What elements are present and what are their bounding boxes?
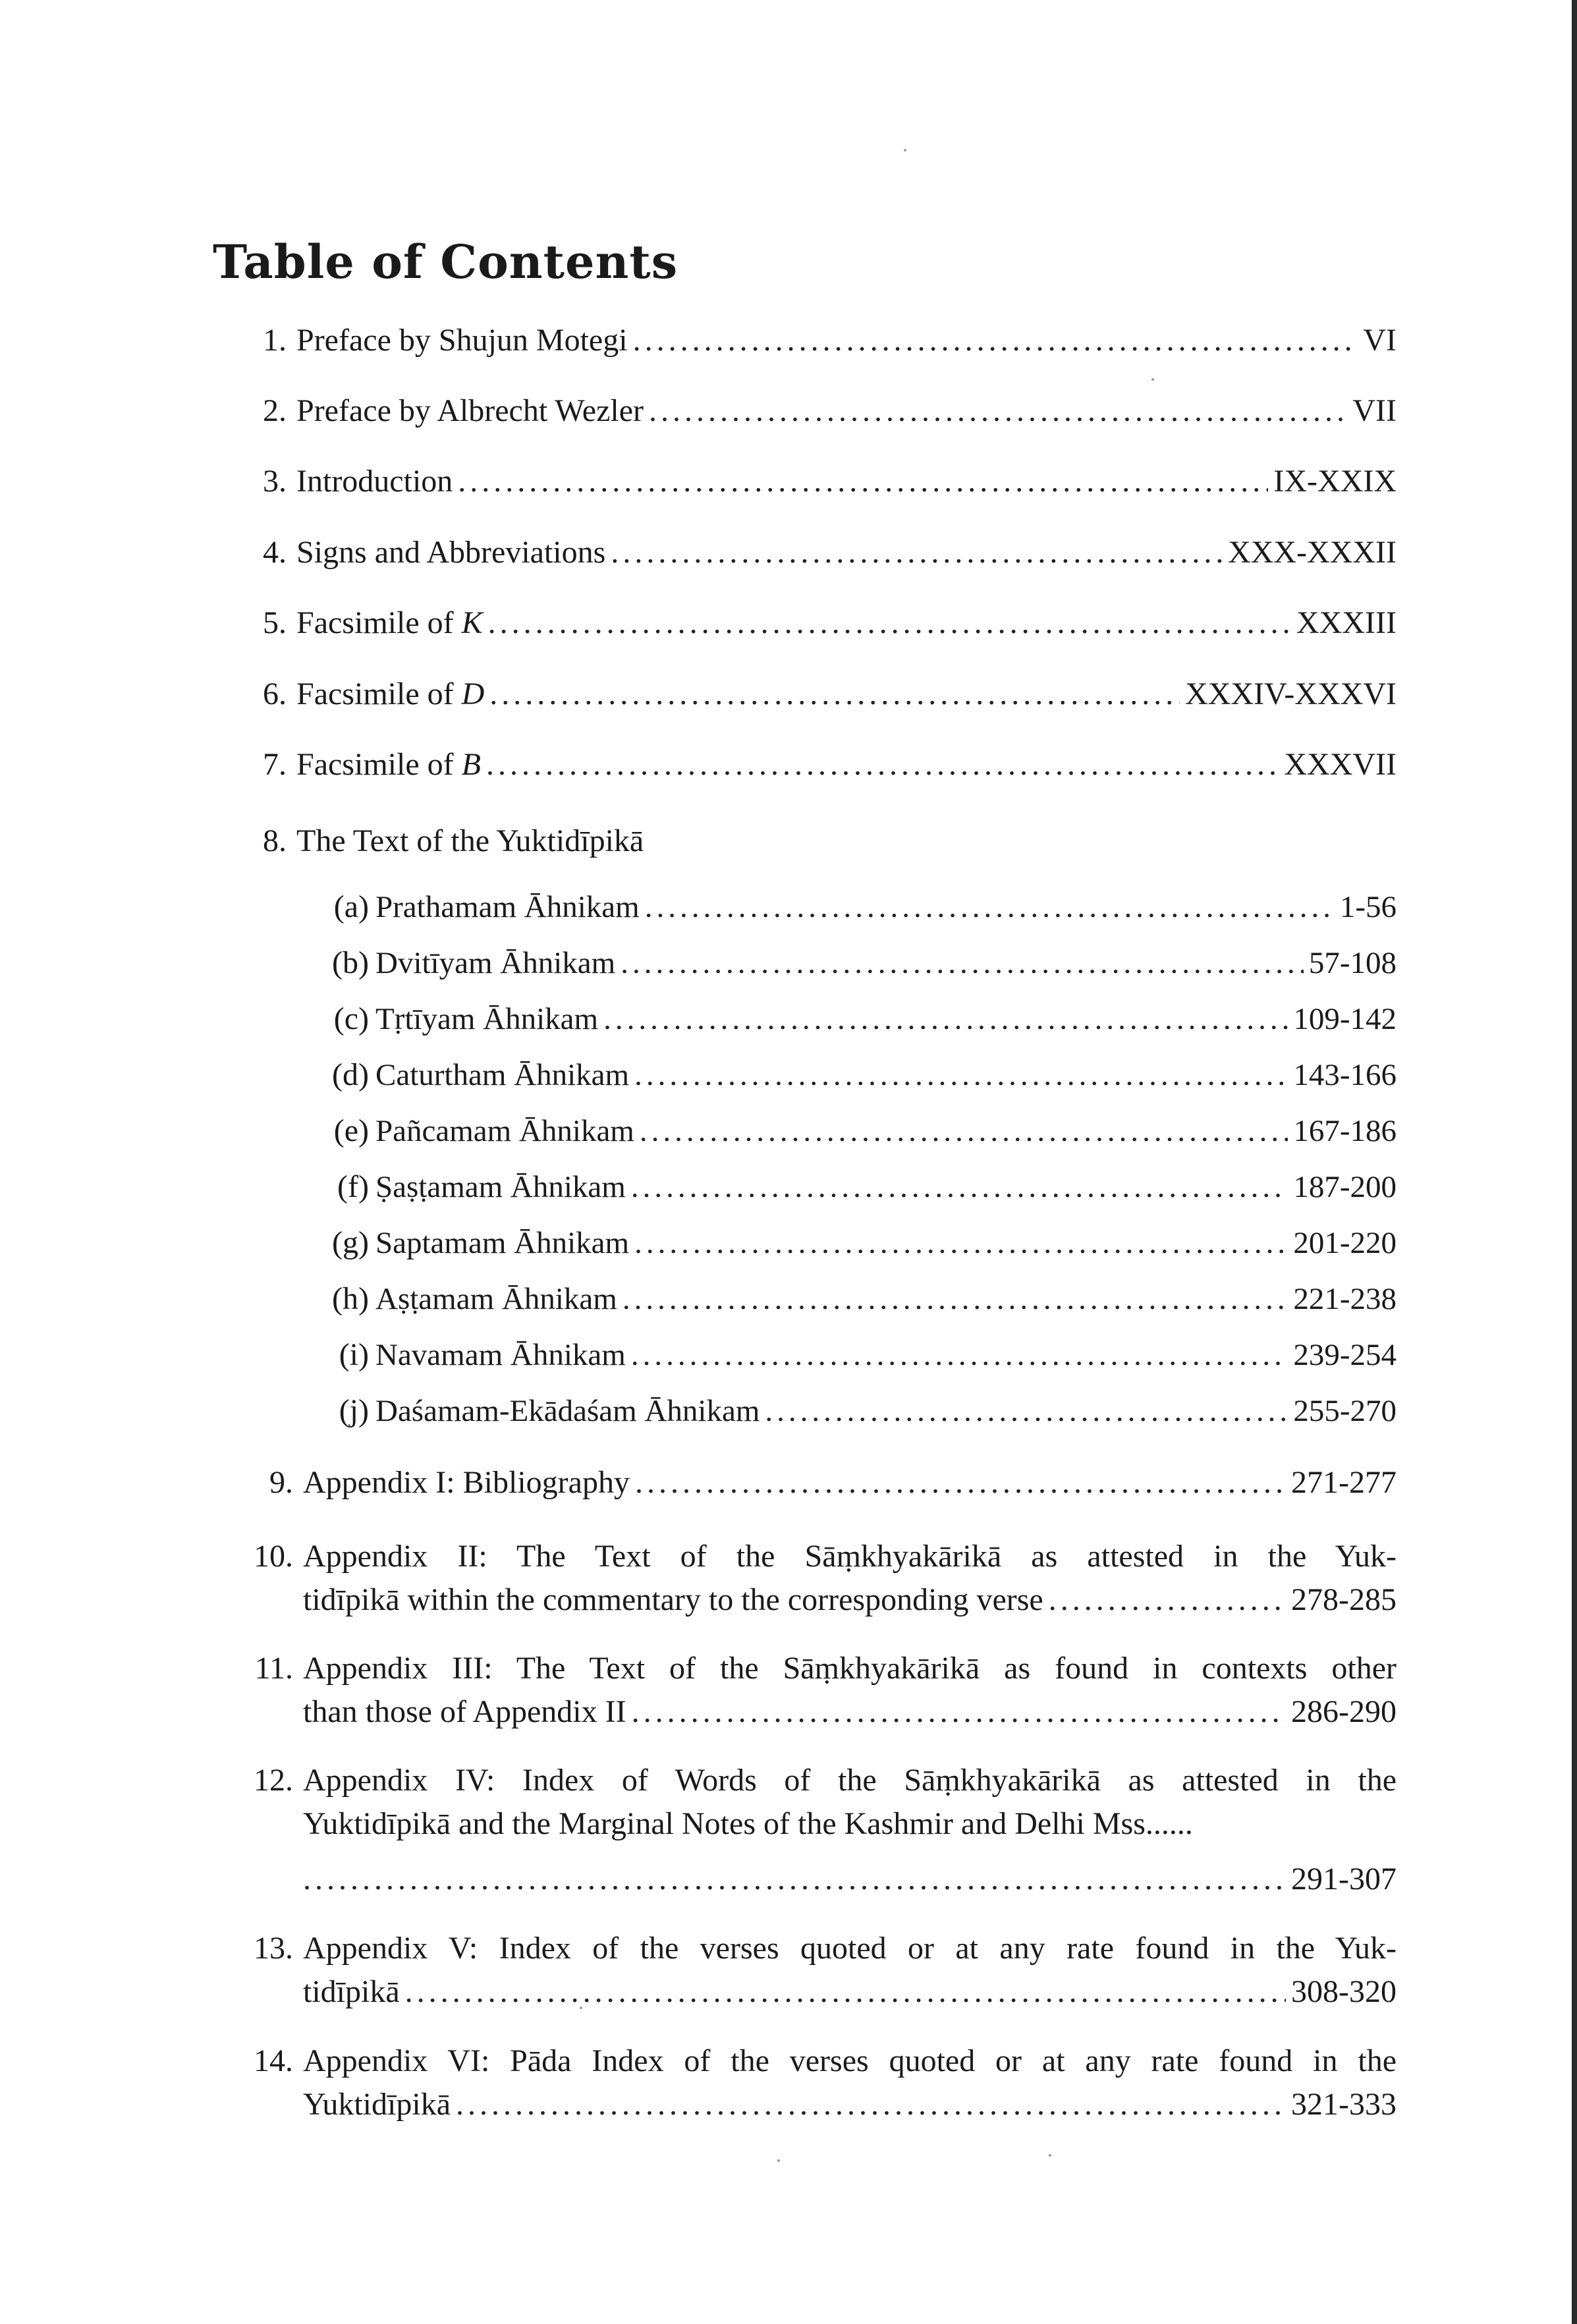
dot-leader: [765, 1391, 1288, 1431]
toc-subentry: [333, 1111, 1397, 1151]
subentry-letter: (c): [333, 1001, 369, 1036]
entry-page: 271-277: [1291, 1465, 1397, 1500]
entry-title: The Text of the Yuktidīpikā: [296, 823, 644, 858]
entry-title-line2-row: [303, 1690, 1397, 1734]
toc-subentry: [333, 999, 1397, 1039]
entry-page: 321-333: [1291, 2087, 1397, 2122]
subentry-letter: (b): [332, 945, 369, 980]
toc-entry: [254, 1759, 1397, 1901]
entry-page: 278-285: [1291, 1582, 1397, 1617]
subentry-letter: (a): [333, 889, 369, 924]
dot-leader: [635, 1461, 1286, 1505]
toc-entry: [263, 389, 1397, 433]
toc-subentry: [339, 1335, 1397, 1375]
subentry-page: 1-56: [1339, 890, 1397, 924]
dot-leader: [621, 943, 1304, 983]
toc-entry: [263, 531, 1397, 574]
dot-leader: [603, 999, 1288, 1039]
subentry-letter: (f): [337, 1169, 369, 1204]
subentry-letter: (i): [339, 1337, 369, 1372]
entry-title-line2: Yuktidīpikā and the Marginal Notes of the Kashmir and Delhi Mss......: [303, 1806, 1193, 1841]
toc-entry: [269, 1461, 1397, 1505]
scan-speck: [1049, 2154, 1051, 2157]
entry-number: 8.: [263, 823, 287, 858]
dot-leader: [640, 1111, 1288, 1151]
subentry-title: Pañcamam Āhnikam: [375, 1114, 634, 1148]
entry-page-row: [303, 1858, 1397, 1901]
toc-subentry: [332, 1055, 1397, 1095]
entry-page: XXXIV-XXXVI: [1185, 677, 1397, 711]
toc-subentry: [332, 943, 1397, 983]
entry-title-line2-row: [303, 2083, 1397, 2126]
subentry-letter: (j): [339, 1393, 369, 1428]
dot-leader: [489, 673, 1180, 716]
entry-title: Preface by Shujun Motegi: [296, 323, 628, 358]
toc-entry: [263, 743, 1397, 787]
entry-title: Introduction: [296, 464, 453, 499]
subentry-page: 57-108: [1308, 946, 1397, 980]
subentry-title: Prathamam Āhnikam: [375, 890, 640, 924]
dot-leader: [611, 531, 1223, 574]
subentry-page: 221-238: [1293, 1282, 1397, 1316]
subentry-letter: (h): [332, 1281, 369, 1316]
subentry-page: 239-254: [1293, 1338, 1397, 1372]
dot-leader: [634, 1223, 1288, 1263]
toc-entry: [263, 819, 1397, 863]
dot-leader: [456, 2083, 1286, 2126]
toc-subentry: [333, 887, 1397, 927]
toc-entry: [263, 319, 1397, 362]
subentry-page: 255-270: [1293, 1394, 1397, 1428]
dot-leader: [631, 1167, 1288, 1207]
subentry-letter: (g): [332, 1225, 369, 1260]
subentry-letter: (d): [332, 1057, 369, 1092]
entry-number: 12.: [254, 1763, 293, 1798]
toc-entry: [263, 460, 1397, 503]
entry-title-line1: Appendix III: The Text of the Sāṃkhyakārikā as found in contexts other: [303, 1651, 1397, 1686]
subentry-page: 167-186: [1293, 1114, 1397, 1148]
entry-title: Preface by Albrecht Wezler: [296, 393, 644, 428]
subentry-page: 187-200: [1293, 1170, 1397, 1204]
page-title: Table of Contents: [213, 235, 678, 289]
subentry-page: 109-142: [1293, 1002, 1397, 1036]
dot-leader: [649, 389, 1347, 433]
dot-leader: [488, 601, 1291, 645]
toc-subentry: [332, 1223, 1397, 1263]
entry-title-line2: than those of Appendix II: [303, 1694, 626, 1729]
dot-leader: [458, 460, 1268, 503]
manuscript-siglum: D: [461, 677, 485, 711]
subentry-title: Navamam Āhnikam: [375, 1338, 626, 1372]
entry-page: 291-307: [1291, 1862, 1397, 1896]
dot-leader: [1049, 1578, 1286, 1622]
entry-number: 3.: [263, 464, 287, 499]
toc-entry: [254, 1647, 1397, 1734]
entry-number: 7.: [263, 747, 287, 782]
entry-title-line2-row: [303, 1578, 1397, 1622]
dot-leader: [634, 1055, 1288, 1095]
subentry-page: 143-166: [1293, 1058, 1397, 1092]
manuscript-siglum: K: [461, 605, 483, 640]
dot-leader: [645, 887, 1335, 927]
entry-number: 14.: [254, 2043, 293, 2078]
scan-speck: [777, 2159, 780, 2162]
dot-leader: [486, 743, 1279, 787]
entry-title-line1: Appendix V: Index of the verses quoted or at any rate found in the Yuk-: [303, 1931, 1397, 1966]
entry-title-line2-row: [303, 1802, 1397, 1846]
entry-page: IX-XXIX: [1273, 464, 1397, 499]
manuscript-siglum: B: [461, 747, 481, 782]
dot-leader: [632, 1690, 1286, 1734]
subentry-title: Dvitīyam Āhnikam: [375, 946, 616, 980]
toc-entry: [263, 673, 1397, 716]
entry-title-line1: Appendix IV: Index of Words of the Sāṃkhyakārikā as attested in the: [303, 1763, 1397, 1798]
entry-number: 2.: [263, 393, 287, 428]
dot-leader: [405, 1970, 1286, 2014]
entry-number: 13.: [254, 1931, 293, 1966]
entry-number: 1.: [263, 323, 287, 358]
subentry-letter: (e): [333, 1113, 369, 1148]
entry-title-line1: Appendix II: The Text of the Sāṃkhyakārikā as attested in the Yuk-: [303, 1539, 1397, 1574]
entry-number: 4.: [263, 535, 287, 570]
toc-entry: [254, 1927, 1397, 2014]
toc-entry: [254, 1535, 1397, 1622]
entry-page: 286-290: [1291, 1694, 1397, 1729]
entry-title-line2: Yuktidīpikā: [303, 2087, 451, 2122]
entry-number: 11.: [254, 1651, 293, 1686]
dot-leader: [303, 1858, 1286, 1901]
subentry-title: Tṛtīyam Āhnikam: [375, 1002, 599, 1036]
entry-title-line2: tidīpikā: [303, 1974, 400, 2009]
dot-leader: [631, 1335, 1288, 1375]
entry-page: VII: [1352, 393, 1397, 428]
toc-subentry: [337, 1167, 1397, 1207]
subentry-page: 201-220: [1293, 1226, 1397, 1260]
toc-subentry: [332, 1279, 1397, 1319]
subentry-title: Saptamam Āhnikam: [375, 1226, 630, 1260]
entry-number: 6.: [263, 677, 287, 711]
entry-page: 308-320: [1291, 1974, 1397, 2009]
entry-title-line1: Appendix VI: Pāda Index of the verses quoted or at any rate found in the: [303, 2043, 1397, 2078]
entry-page: VI: [1363, 323, 1397, 358]
toc-subentry: [339, 1391, 1397, 1431]
dot-leader: [622, 1279, 1288, 1319]
entry-title: Appendix I: Bibliography: [303, 1465, 630, 1500]
scan-speck: [904, 149, 906, 152]
entry-title: Facsimile of K: [296, 605, 483, 640]
subentry-title: Daśamam-Ekādaśam Āhnikam: [375, 1394, 760, 1428]
entry-title-line2-row: [303, 1970, 1397, 2014]
toc-entry: [263, 601, 1397, 645]
entry-number: 5.: [263, 605, 287, 640]
subentry-title: Ṣaṣṭamam Āhnikam: [375, 1170, 626, 1204]
entry-number: 9.: [269, 1465, 293, 1500]
entry-number: 10.: [254, 1539, 293, 1574]
entry-page: XXX-XXXII: [1228, 535, 1397, 570]
entry-page: XXXIII: [1296, 605, 1397, 640]
page-edge-shadow: [1572, 0, 1577, 2324]
entry-page: XXXVII: [1284, 747, 1397, 782]
toc-entry: [254, 2039, 1397, 2126]
entry-title: Signs and Abbreviations: [296, 535, 606, 570]
entry-title: Facsimile of B: [296, 747, 481, 782]
entry-title-line2: tidīpikā within the commentary to the corresponding verse: [303, 1582, 1043, 1617]
entry-title: Facsimile of D: [296, 677, 485, 711]
scan-speck: [1151, 378, 1154, 381]
subentry-title: Aṣṭamam Āhnikam: [375, 1282, 617, 1316]
subentry-title: Caturtham Āhnikam: [375, 1058, 630, 1092]
dot-leader: [633, 319, 1358, 362]
